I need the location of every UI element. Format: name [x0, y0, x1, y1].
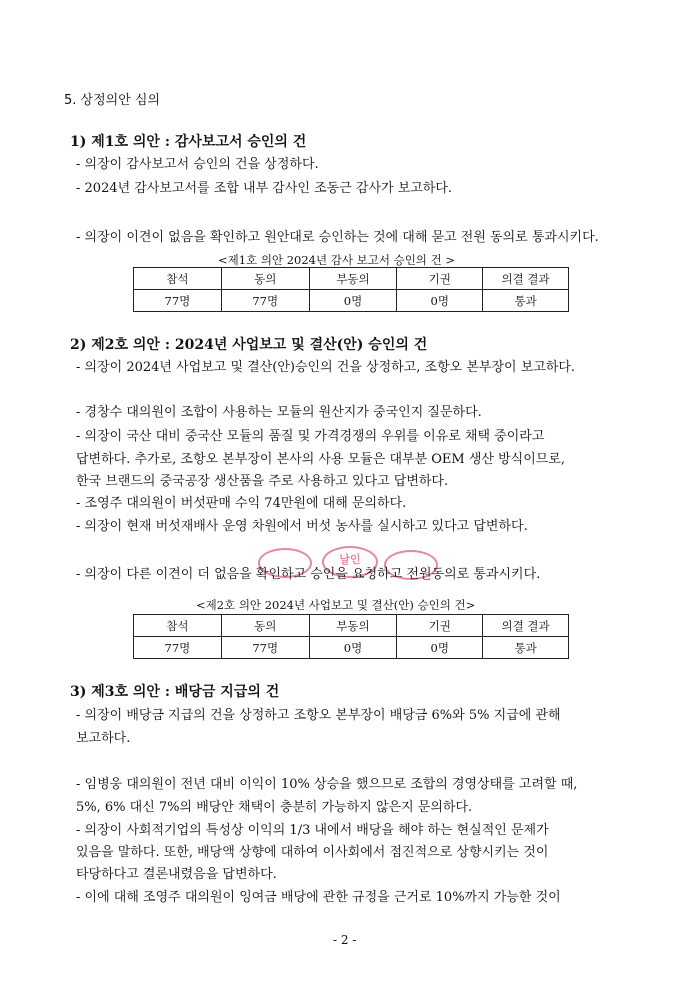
- page-number: - 2 -: [333, 933, 357, 947]
- agenda3-line: - 의장이 사회적기업의 특성상 이익의 1/3 내에서 배당을 해야 하는 현실적인 문제가: [76, 823, 549, 838]
- table-row: [134, 290, 569, 312]
- table-header-cell: 기권: [397, 615, 483, 637]
- table-cell: 77명: [221, 290, 309, 312]
- agenda2-line: - 경창수 대의원이 조합이 사용하는 모듈의 원산지가 중국인지 질문하다.: [76, 405, 482, 420]
- table-cell: 77명: [221, 637, 309, 659]
- agenda2-table-caption: <제2호 의안 2024년 사업보고 및 결산(안) 승인의 건>: [196, 598, 476, 612]
- agenda2-line: - 의장이 2024년 사업보고 및 결산(안)승인의 건을 상정하고, 조항오 본부장이 보고하다.: [76, 360, 576, 375]
- agenda1-table-caption: <제1호 의안 2024년 감사 보고서 승인의 건 >: [218, 253, 455, 267]
- table-cell: 77명: [134, 290, 222, 312]
- agenda2-line: 한국 브랜드의 중국공장 생산품을 주로 사용하고 있다고 답변하다.: [76, 474, 449, 489]
- table-cell: 77명: [134, 637, 222, 659]
- agenda3-line: 5%, 6% 대신 7%의 배당안 채택이 충분히 가능하지 않은지 문의하다.: [76, 800, 473, 815]
- agenda3-line: - 이에 대해 조영주 대의원이 잉여금 배당에 관한 규정을 근거로 10%까지 가능한 것이: [76, 890, 561, 905]
- table-header-cell: 의결 결과: [483, 615, 569, 637]
- agenda3-line: - 임병웅 대의원이 전년 대비 이익이 10% 상승을 했으므로 조합의 경영상태를 고려할 때,: [76, 777, 578, 792]
- agenda3-line: - 의장이 배당금 지급의 건을 상정하고 조항오 본부장이 배당금 6%와 5% 지급에 관해: [76, 708, 561, 723]
- table-header-cell: 동의: [221, 615, 309, 637]
- agenda1-heading: 1) 제1호 의안 : 감사보고서 승인의 건: [70, 134, 307, 150]
- table-cell: 0명: [309, 637, 397, 659]
- agenda2-line: - 의장이 다른 이견이 더 없음을 확인하고 승인을 요청하고 전원동의로 통과시키다.: [76, 567, 541, 582]
- table-cell: 0명: [397, 290, 483, 312]
- table-cell: 통과: [483, 637, 569, 659]
- agenda1-line: - 2024년 감사보고서를 조합 내부 감사인 조동근 감사가 보고하다.: [76, 181, 453, 196]
- section-title: 5. 상정의안 심의: [64, 93, 161, 108]
- agenda1-line: - 의장이 이견이 없음을 확인하고 원안대로 승인하는 것에 대해 묻고 전원 동의로 통과시키다.: [76, 230, 599, 245]
- agenda2-line: - 의장이 현재 버섯재배사 운영 차원에서 버섯 농사를 실시하고 있다고 답변하다.: [76, 519, 528, 534]
- agenda1-vote-table: [133, 267, 569, 312]
- table-cell: 통과: [483, 290, 569, 312]
- agenda3-line: 있음을 말하다. 또한, 배당액 상향에 대하여 이사회에서 점진적으로 상향시키는 것이: [76, 845, 549, 860]
- agenda2-heading: 2) 제2호 의안 : 2024년 사업보고 및 결산(안) 승인의 건: [70, 337, 428, 353]
- table-header-row: [134, 268, 569, 290]
- agenda3-line: 타당하다고 결론내렸음을 답변하다.: [76, 867, 277, 882]
- table-header-cell: 부동의: [309, 615, 397, 637]
- table-header-row: [134, 615, 569, 637]
- table-header-cell: 부동의: [309, 268, 397, 290]
- table-cell: 0명: [309, 290, 397, 312]
- agenda3-line: 보고하다.: [76, 731, 131, 746]
- table-header-cell: 참석: [134, 268, 222, 290]
- seal-stamp: 날인: [322, 546, 378, 578]
- table-cell: 0명: [397, 637, 483, 659]
- agenda2-line: - 조영주 대의원이 버섯판매 수익 74만원에 대해 문의하다.: [76, 496, 407, 511]
- table-header-cell: 의결 결과: [483, 268, 569, 290]
- agenda2-line: 답변하다. 추가로, 조항오 본부장이 본사의 사용 모듈은 대부분 OEM 생산 방식이므로,: [76, 452, 566, 467]
- agenda2-vote-table: [133, 614, 569, 659]
- table-header-cell: 동의: [221, 268, 309, 290]
- table-row: [134, 637, 569, 659]
- agenda2-line: - 의장이 국산 대비 중국산 모듈의 품질 및 가격경쟁의 우위를 이유로 채택 중이라고: [76, 429, 545, 444]
- agenda3-heading: 3) 제3호 의안 : 배당금 지급의 건: [70, 684, 280, 700]
- table-header-cell: 참석: [134, 615, 222, 637]
- agenda1-line: - 의장이 감사보고서 승인의 건을 상정하다.: [76, 157, 319, 172]
- table-header-cell: 기권: [397, 268, 483, 290]
